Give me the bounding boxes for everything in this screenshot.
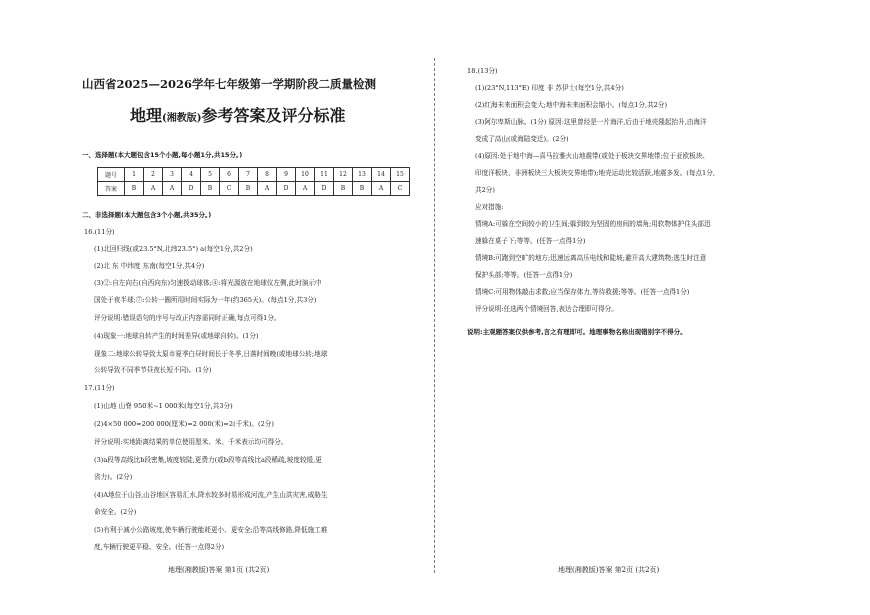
answer-cell: A [144, 182, 163, 196]
answer-key-label: 参考答案及评分标准 [201, 106, 346, 125]
q16-answer-4-cont2: 公转导致不同季节昼夜长短不同)。(1分) [94, 366, 212, 374]
table-row [98, 182, 410, 196]
q17-answer-4-cont: 命安全。(2分) [94, 508, 137, 516]
question-number-cell: 15 [391, 168, 410, 182]
question-number-cell: 9 [277, 168, 296, 182]
q17-answer-2: (2)4×50 000=200 000(厘米)=2 000(米)=2(千米)。(2分) [94, 420, 274, 428]
question-number-cell: 4 [182, 168, 201, 182]
answer-cell: A [258, 182, 277, 196]
q18-answer-4-cont: 印度洋板块、非洲板块三大板块交界地带);地壳运动比较活跃,地震多发。(每点1分, [475, 169, 715, 177]
q17-answer-5-cont: 度,车辆行驶更平稳、安全。(任答一点得2分) [94, 543, 225, 551]
q17-answer-1: (1)山地 山脊 950米~1 000米(每空1分,共3分) [94, 402, 233, 410]
q17-answer-4: (4)A地位于山谷,山谷地区容易汇水,降水较多时易形成河流,产生山洪灾害,威胁生 [94, 491, 328, 499]
answer-cell: D [315, 182, 334, 196]
answer-key-title [130, 103, 346, 126]
q16-answer-2: (2)北 东 中纬度 东南(每空1分,共4分) [94, 262, 205, 270]
answer-cell: C [391, 182, 410, 196]
q16-answer-3: (3)②:自左向右(自西向东)匀速拨动球体;④:将光源放在地球仪左侧,此时演示中 [94, 279, 322, 287]
q18-scenario-c: 情境C:可用物体敲击求救;应当保存体力,等待救援;等等。(任答一点得1分) [475, 288, 690, 296]
answer-cell: A [296, 182, 315, 196]
table-row [98, 168, 410, 182]
section-heading-choice: 一、选择题(本大题包含15个小题,每小题1分,共15分。) [82, 151, 243, 159]
answer-cell: C [220, 182, 239, 196]
q18-scenario-b-cont: 保护头部;等等。(任答一点得1分) [475, 271, 573, 279]
q16-answer-4: (4)现象一:地球自转产生的时间差异(或地球自转)。(1分) [94, 332, 259, 340]
q17-scoring-note: 评分说明:实地距离结果的单位使用厘米、米、千米表示均可得分。 [94, 438, 288, 446]
question-number-cell: 11 [315, 168, 334, 182]
question-number-cell: 6 [220, 168, 239, 182]
answer-cell: A [372, 182, 391, 196]
page-footer-1: 地理(湘教版)答案 第1页 (共2页) [168, 566, 270, 574]
q18-answer-4: (4)原因:处于地中海—喜马拉雅火山地震带(或处于板块交界地带;位于亚欧板块、 [475, 152, 709, 160]
q18-heading: 18.(13分) [467, 67, 498, 75]
q18-scenario-a: 情境A:可躲在空间较小的卫生间;躲到较为坚固的房间的墙角;用软物体护住头部迅 [475, 220, 711, 228]
q16-heading: 16.(11分) [84, 228, 115, 236]
q16-answer-1: (1)北回归线(或23.5°N,北纬23.5°) a(每空1分,共2分) [94, 245, 253, 253]
question-number-cell: 2 [144, 168, 163, 182]
q17-heading: 17.(11分) [84, 384, 115, 392]
question-number-cell: 14 [372, 168, 391, 182]
table-header-cell: 题号 [98, 168, 125, 182]
q18-scenario-a-cont: 速躲在桌子下;等等。(任答一点得1分) [475, 237, 586, 245]
question-number-cell: 8 [258, 168, 277, 182]
exam-title: 山西省2025—2026学年七年级第一学期阶段二质量检测 [82, 77, 377, 91]
q18-scoring-note: 评分说明:任选两个情境回答,表达合理即可得分。 [475, 305, 618, 313]
edition-label: (湘教版) [162, 113, 202, 124]
q16-answer-3-cont: 国处于夜半球;⑦:公转一圈所用时间实际为一年(约365天)。(每点1分,共3分) [94, 296, 317, 304]
q18-measures-heading: 应对措施: [475, 203, 504, 211]
q17-answer-3: (3)a段等高线比b段密集,坡度较陡,更费力(或b段等高线比a段稀疏,坡度较缓,更 [94, 456, 322, 464]
subject-name: 地理 [130, 106, 163, 125]
question-number-cell: 1 [125, 168, 144, 182]
answer-cell: B [334, 182, 353, 196]
answer-cell: B [239, 182, 258, 196]
q18-answer-3: (3)阿尔卑斯山脉。(1分) 原因:这里曾经是一片海洋,后由于地壳隆起抬升,由海洋 [475, 118, 707, 126]
question-number-cell: 13 [353, 168, 372, 182]
answer-cell: D [277, 182, 296, 196]
answer-cell: B [125, 182, 144, 196]
answer-cell: D [182, 182, 201, 196]
question-number-cell: 5 [201, 168, 220, 182]
page-footer-2: 地理(湘教版)答案 第2页 (共2页) [558, 566, 660, 574]
question-number-cell: 12 [334, 168, 353, 182]
question-number-cell: 7 [239, 168, 258, 182]
q18-answer-1: (1)(23°N,113°E) 印度 非 苏伊士(每空1分,共4分) [475, 84, 624, 92]
section-heading-nonchoice: 二、非选择题(本大题包含3个小题,共35分。) [82, 211, 212, 219]
question-number-cell: 3 [163, 168, 182, 182]
q18-scenario-b: 情境B:可跑到空旷的地方;迅速远离高压电线和陡坡;避开高大建筑物;逃生时注意 [475, 254, 707, 262]
answer-cell: B [201, 182, 220, 196]
table-header-cell: 答案 [98, 182, 125, 196]
answer-cell: A [163, 182, 182, 196]
q16-answer-4-cont: 现象二:地球公转导致太原市夏季白昼时间长于冬季,日落时间晚(或地球公转;地球 [94, 350, 328, 358]
answer-page-2 [435, 0, 870, 615]
q18-answer-4-cont2: 共2分) [475, 186, 495, 194]
q17-answer-3-cont: 省力)。(2分) [94, 473, 133, 481]
answer-table [97, 167, 410, 196]
question-number-cell: 10 [296, 168, 315, 182]
q18-answer-3-cont: 变成了高山(或海陆变迁)。(2分) [475, 135, 569, 143]
answer-cell: B [353, 182, 372, 196]
q18-answer-2: (2)红海未来面积会变大;地中海未来面积会缩小。(每点1分,共2分) [475, 101, 668, 109]
general-note: 说明:主观题答案仅供参考,言之有理即可。地理事物名称出现错别字不得分。 [467, 328, 687, 336]
q17-answer-5: (5)有利于减小公路坡度,使车辆行驶能耗更小、更安全;沿等高线修路,降低施工难 [94, 526, 328, 534]
q16-scoring-note: 评分说明:错误语句的序号与改正内容需同时正确,每点可得1分。 [94, 314, 281, 322]
